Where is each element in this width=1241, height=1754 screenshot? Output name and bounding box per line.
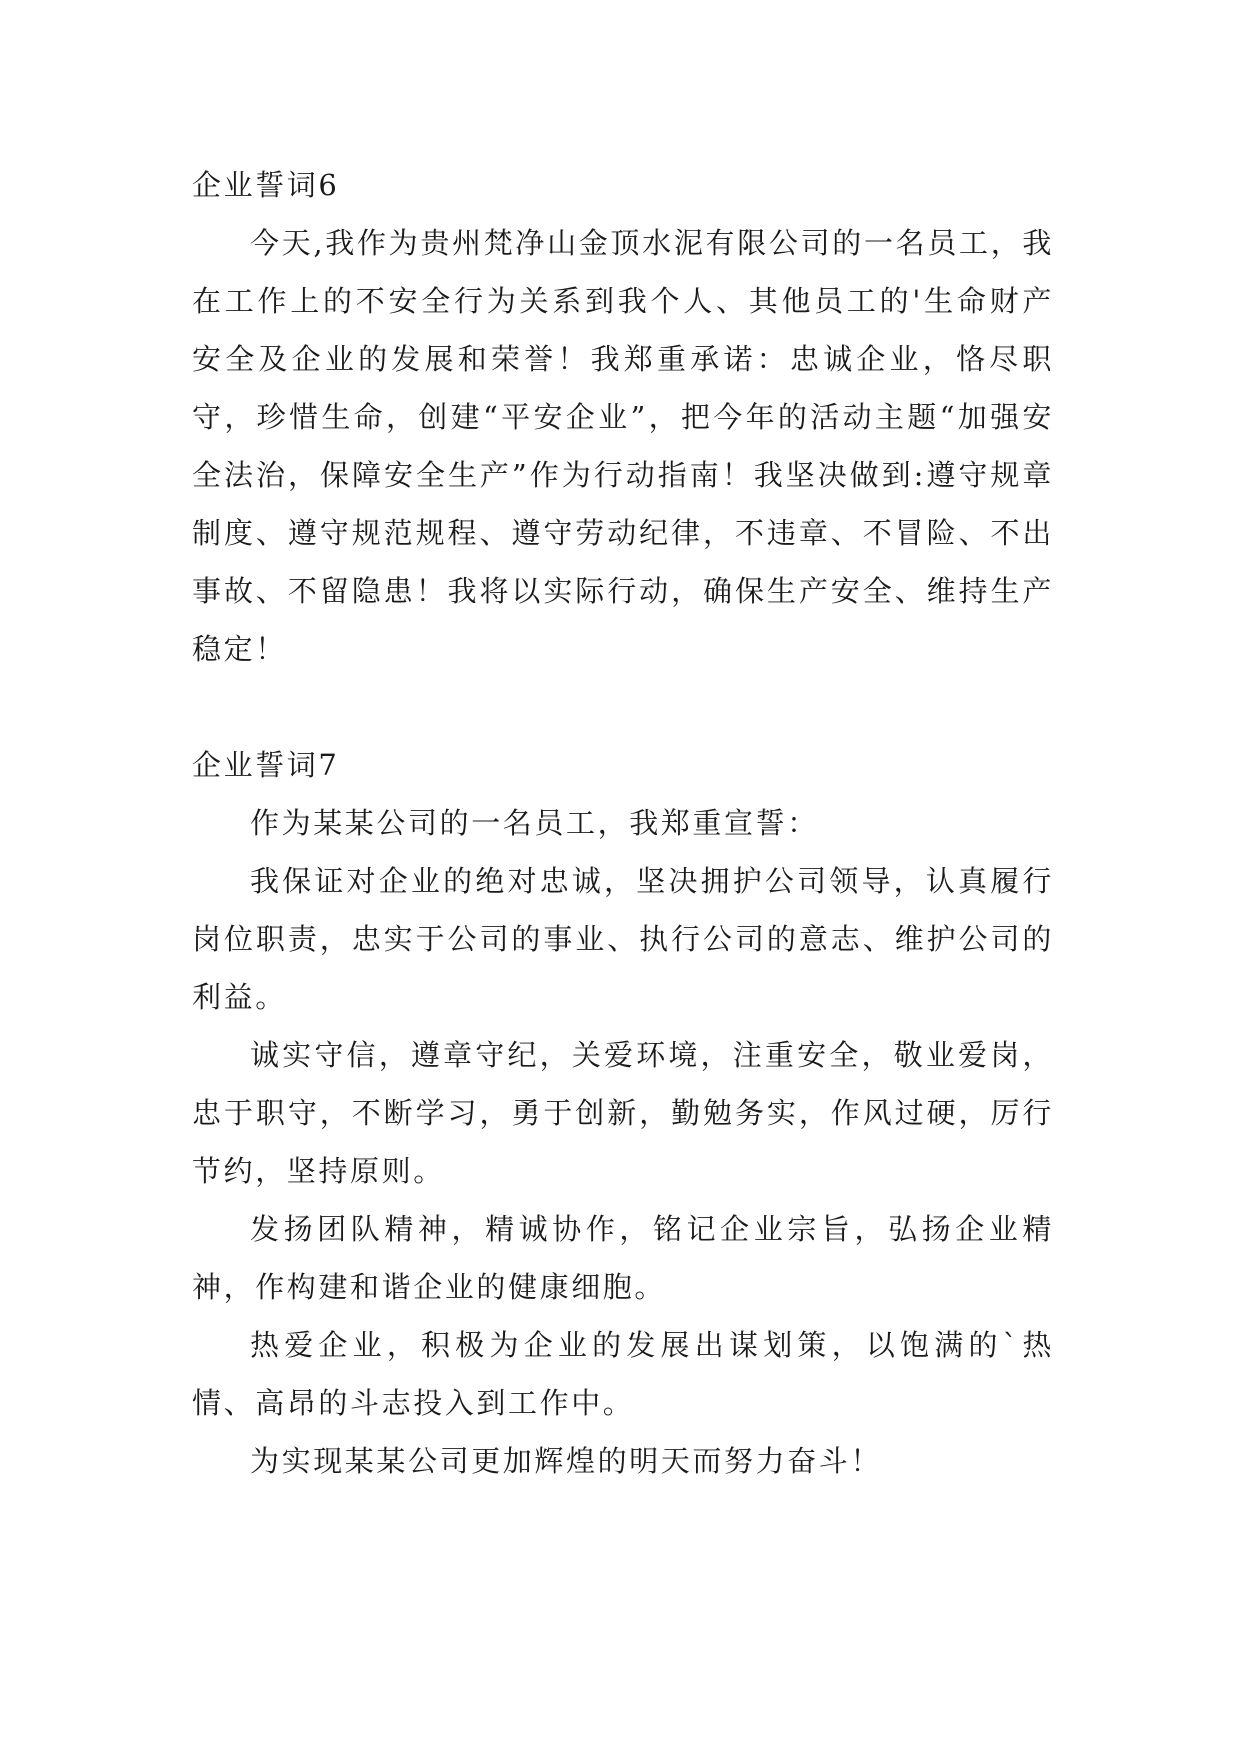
oath-section-6 <box>192 156 1054 678</box>
paragraph: 作为某某公司的一名员工，我郑重宣誓： <box>250 806 819 840</box>
paragraph: 发扬团队精神，精诚协作，铭记企业宗旨，弘扬企业精神，作构建和谐企业的健康细胞。 <box>192 1212 1054 1304</box>
document-body <box>192 156 1054 1490</box>
section-spacer <box>192 678 1054 736</box>
paragraph: 今天,我作为贵州梵净山金顶水泥有限公司的一名员工，我在工作上的不安全行为关系到我个人、其他员工的'生命财产安全及企业的发展和荣誉！我郑重承诺：忠诚企业，恪尽职守，珍惜生命，创建“平安企业”，把今年的活动主题“加强安全法治，保障安全生产”作为行动指南！我坚决做到:遵守规章制度、遵守规范规程、遵守劳动纪律，不违章、不冒险、不出事故、不留隐患！我将以实际行动，确保生产安全、维持生产稳定！ <box>192 226 1054 666</box>
oath-section-7 <box>192 736 1054 1490</box>
paragraph: 我保证对企业的绝对忠诚，坚决拥护公司领导，认真履行岗位职责，忠实于公司的事业、执行公司的意志、维护公司的利益。 <box>192 864 1054 1014</box>
paragraph: 为实现某某公司更加辉煌的明天而努力奋斗！ <box>250 1444 883 1478</box>
paragraph: 热爱企业，积极为企业的发展出谋划策，以饱满的`热情、高昂的斗志投入到工作中。 <box>192 1328 1054 1420</box>
section-title: 企业誓词7 <box>192 748 340 782</box>
section-title: 企业誓词6 <box>192 168 340 202</box>
paragraph: 诚实守信，遵章守纪，关爱环境，注重安全，敬业爱岗，忠于职守，不断学习，勇于创新，勤勉务实，作风过硬，厉行节约，坚持原则。 <box>192 1038 1054 1188</box>
